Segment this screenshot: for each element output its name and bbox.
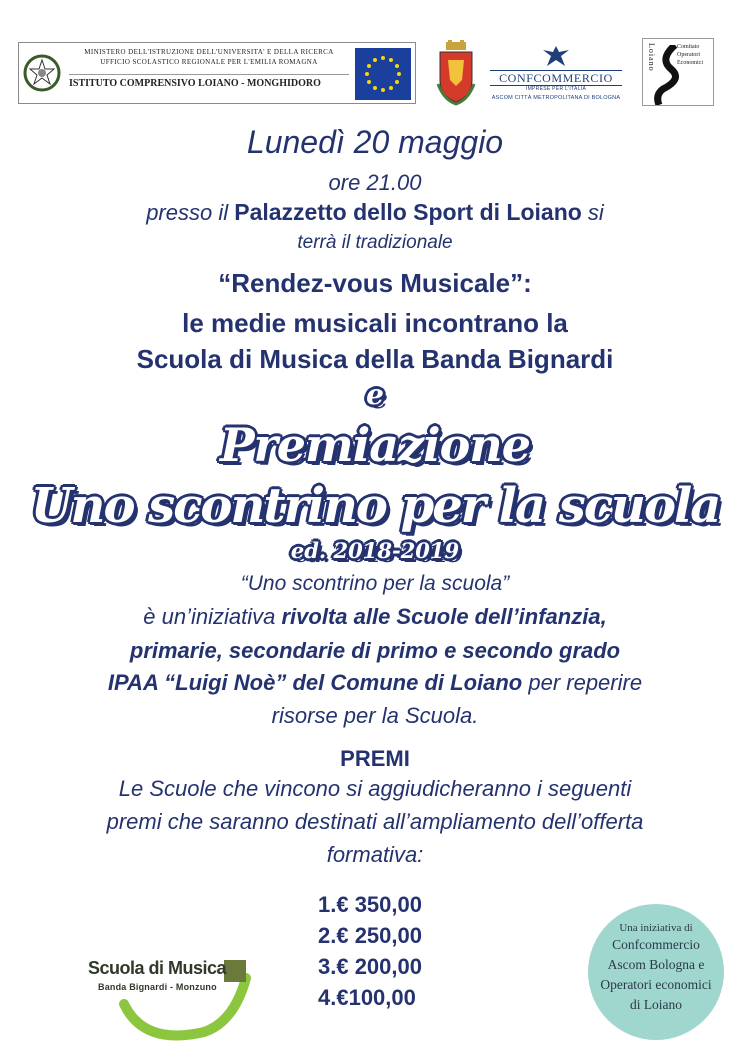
rendezvous-line-3: Scuola di Musica della Banda Bignardi [136, 344, 614, 374]
event-date: Lunedì 20 maggio [246, 124, 504, 160]
prizes-intro-2: premi che saranno destinati all’ampliamento dell’offerta [106, 809, 644, 834]
loiano-crest-icon [436, 40, 476, 106]
premiazione-title: Premiazione [219, 418, 531, 472]
event-time: ore 21.00 [328, 170, 422, 195]
initiative-quote: “Uno scontrino per la scuola” [240, 572, 510, 595]
description-line-1-prefix: è un’iniziativa [143, 604, 282, 629]
badge-line-2: Confcommercio [612, 937, 700, 952]
prize-1: 1.€ 350,00 [318, 892, 422, 917]
school-name: ISTITUTO COMPRENSIVO LOIANO - MONGHIDORO [69, 74, 349, 89]
prize-4: 4.€100,00 [318, 985, 416, 1010]
edition-label: ed. 2018-2019 [290, 538, 460, 563]
eu-flag-icon [355, 48, 411, 100]
ministry-text [69, 47, 349, 89]
confcommercio-sub: ASCOM CITTÀ METROPOLITANA DI BOLOGNA [491, 95, 621, 101]
prize-3: 3.€ 200,00 [318, 954, 422, 979]
ministry-logo-band [18, 42, 416, 104]
description-line-1 [0, 604, 750, 630]
rendezvous-line-2: le medie musicali incontrano la [182, 308, 568, 338]
comitato-logo [642, 38, 714, 106]
comitato-vertical-text: Loiano [647, 43, 656, 72]
comitato-label [677, 43, 703, 67]
confcommercio-eagle-icon [541, 44, 571, 68]
rendezvous-title: “Rendez-vous Musicale”: [218, 268, 532, 298]
event-intro: terrà il tradizionale [297, 232, 453, 253]
confcommercio-logo [490, 44, 622, 106]
comitato-label-2: Operatori [677, 52, 700, 58]
description-line-3-suffix: per reperire [522, 670, 643, 695]
scuola-title: Scuola di Musica [88, 958, 227, 978]
description-line-4: risorse per la Scuola. [271, 703, 479, 728]
prize-2: 2.€ 250,00 [318, 923, 422, 948]
italian-republic-emblem-icon [22, 53, 62, 93]
badge-line-4: Operatori economici [600, 977, 712, 992]
confcommercio-name: CONFCOMMERCIO [490, 70, 622, 86]
prizes-intro-3: formativa: [326, 842, 424, 867]
comitato-label-1: Comitato [677, 44, 700, 50]
badge-line-1: Una iniziativa di [619, 922, 693, 934]
initiative-title: Uno scontrino per la scuola [30, 478, 720, 534]
venue-prefix: presso il [146, 200, 235, 225]
venue-suffix: si [581, 200, 604, 225]
comitato-label-3: Economici [677, 60, 703, 66]
scuola-subtitle: Banda Bignardi - Monzuno [98, 982, 217, 992]
badge-line-5: di Loiano [629, 997, 683, 1012]
conjunction-e: e [366, 378, 384, 411]
ministry-line-2: UFFICIO SCOLASTICO REGIONALE PER L'EMILIA ROMAGNA [100, 58, 318, 66]
prizes-intro-1: Le Scuole che vincono si aggiudicheranno i seguenti [118, 776, 632, 801]
prizes-heading: PREMI [340, 746, 410, 771]
confcommercio-tagline: IMPRESE PER L'ITALIA [525, 86, 587, 92]
scuola-di-musica-logo [84, 956, 256, 1048]
event-venue-line [0, 199, 750, 226]
description-line-3-bold: IPAA “Luigi Noè” del Comune di Loiano [107, 670, 523, 695]
ministry-line-1: MINISTERO DELL'ISTRUZIONE DELL'UNIVERSITA' E DELLA RICERCA [84, 48, 334, 56]
initiative-badge [588, 904, 724, 1040]
venue-name: Palazzetto dello Sport di Loiano [234, 199, 582, 225]
description-line-3 [0, 670, 750, 696]
badge-line-3: Ascom Bologna e [607, 957, 705, 972]
description-line-1-bold: rivolta alle Scuole dell’infanzia, [281, 604, 607, 629]
description-line-2: primarie, secondarie di primo e secondo grado [129, 638, 621, 663]
